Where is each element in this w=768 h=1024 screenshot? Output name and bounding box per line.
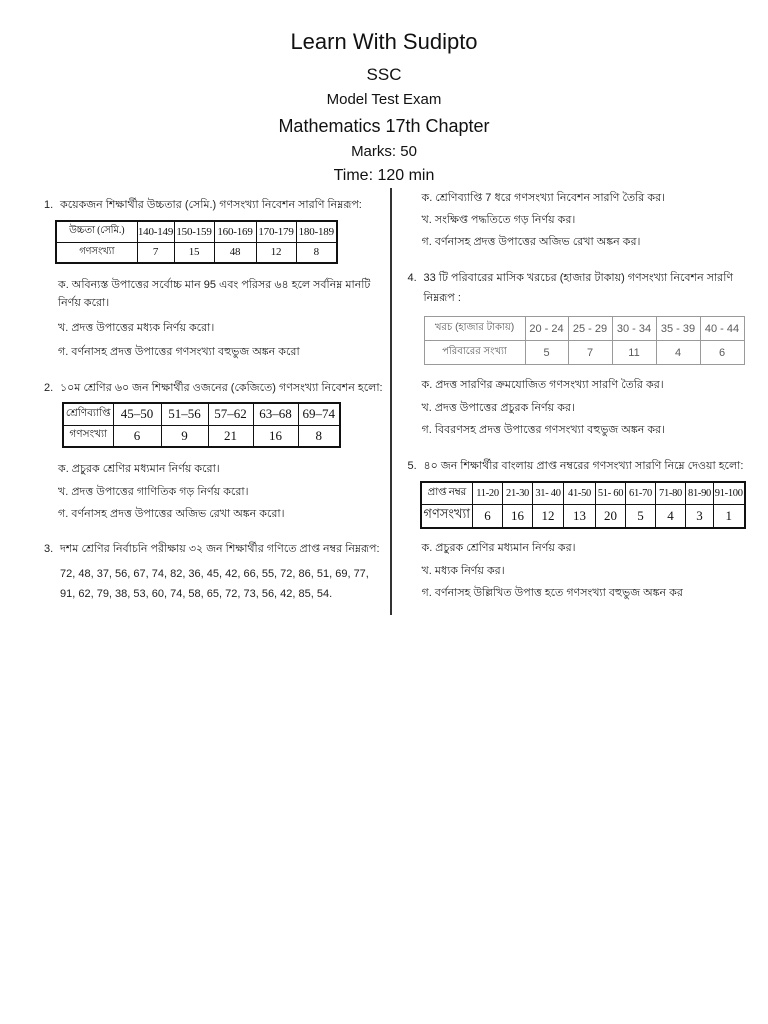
table-header-cell: 51–56: [161, 403, 208, 425]
question-number: 2.: [44, 382, 54, 394]
table-header-cell: 180-189: [296, 221, 337, 242]
table-header-cell: 57–62: [208, 403, 253, 425]
table-value-cell: 1: [714, 504, 745, 528]
table-value-cell: 4: [656, 341, 700, 365]
table-header-cell: 45–50: [113, 403, 161, 425]
question-1-stem: [40, 196, 385, 214]
table-header-cell: 63–68: [253, 403, 298, 425]
column-divider: [390, 188, 392, 615]
part-kha: খ. মধ্যক নির্ণয় কর।: [421, 565, 505, 577]
question-text: ১০ম শ্রেণির ৬০ জন শিক্ষার্থীর ওজনের (কেজিতে) গণসংখ্যা নিবেশন হলো:: [60, 382, 383, 394]
question-number: 3.: [44, 543, 54, 555]
table-value-row: [56, 242, 337, 263]
table-header-cell: 25 - 29: [568, 317, 612, 341]
table-header-cell: 20 - 24: [525, 317, 568, 341]
table-header-cell: 51- 60: [596, 482, 626, 504]
table-value-cell: 5: [525, 341, 568, 365]
question-4-stem: [404, 268, 749, 308]
part-kha: খ. সংক্ষিপ্ত পদ্ধতিতে গড় নির্ণয় কর।: [421, 214, 576, 226]
part-ka: ক. প্রচুরক শ্রেণির মধ্যমান নির্ণয় কর।: [421, 542, 576, 554]
table-header-row: [421, 482, 745, 504]
table-header-cell: 81-90: [686, 482, 714, 504]
question-5-stem: [404, 457, 749, 475]
question-text: কয়েকজন শিক্ষার্থীর উচ্চতার (সেমি.) গণসংখ্যা নিবেশন সারণি নিম্নরূপ:: [60, 199, 362, 211]
question-2-stem: [40, 379, 385, 397]
score-data-line: 91, 62, 79, 38, 53, 60, 74, 58, 65, 72, 73, 56, 42, 85, 54.: [60, 588, 333, 600]
score-data-line: 72, 48, 37, 56, 67, 74, 82, 36, 45, 42, 66, 55, 72, 86, 51, 69, 77,: [60, 568, 369, 580]
table-header-cell: 11-20: [473, 482, 503, 504]
table-value-cell: 16: [253, 425, 298, 447]
table-value-cell: 21: [208, 425, 253, 447]
table-value-row: [63, 425, 340, 447]
table-header-cell: 31- 40: [533, 482, 564, 504]
table-row-label: গণসংখ্যা: [421, 504, 473, 528]
marks-frequency-table: [420, 481, 746, 529]
table-value-cell: 7: [137, 242, 174, 263]
table-value-cell: 8: [296, 242, 337, 263]
subject-title: Mathematics 17th Chapter: [278, 116, 490, 136]
table-header-cell: 160-169: [214, 221, 256, 242]
exam-type: Model Test Exam: [326, 91, 442, 108]
table-header-row: [56, 221, 337, 242]
question-number: 4.: [407, 272, 417, 284]
table-header-cell: 41-50: [564, 482, 596, 504]
left-column: [40, 188, 385, 615]
total-marks: Marks: 50: [351, 143, 417, 160]
table-header-row: [63, 403, 340, 425]
table-header-cell: 21-30: [503, 482, 533, 504]
question-text: 33 টি পরিবারের মাসিক খরচের (হাজার টাকায়) গণসংখ্যা নিবেশন সারণি নিম্নরূপ :: [423, 272, 733, 304]
table-value-cell: 9: [161, 425, 208, 447]
table-value-cell: 7: [568, 341, 612, 365]
table-value-cell: 3: [686, 504, 714, 528]
table-header-cell: 35 - 39: [656, 317, 700, 341]
table-value-cell: 6: [473, 504, 503, 528]
table-header-cell: 61-70: [626, 482, 656, 504]
table-header-row: [424, 317, 744, 341]
part-kha: খ. প্রদত্ত উপাত্তের প্রচুরক নির্ণয় কর।: [421, 402, 575, 414]
table-header-cell: 91-100: [714, 482, 745, 504]
table-header-cell: 30 - 34: [612, 317, 656, 341]
table-value-cell: 8: [298, 425, 340, 447]
table-header-cell: 69–74: [298, 403, 340, 425]
part-ga: গ. বর্ণনাসহ প্রদত্ত উপাত্তের গণসংখ্যা বহুভুজ অঙ্কন করো: [58, 346, 300, 358]
table-row-label: শ্রেণিব্যাপ্তি: [63, 403, 113, 425]
table-value-cell: 6: [700, 341, 744, 365]
part-ga: গ. বর্ণনাসহ প্রদত্ত উপাত্তের অজিভ রেখা অঙ্কন করো।: [58, 508, 285, 520]
table-row-label: প্রাপ্ত নম্বর: [421, 482, 473, 504]
table-value-row: [424, 341, 744, 365]
right-column: [404, 188, 749, 615]
table-row-label: খরচ (হাজার টাকায়): [424, 317, 525, 341]
part-ga: গ. বর্ণনাসহ প্রদত্ত উপাত্তের অজিভ রেখা অঙ্কন কর।: [421, 236, 641, 248]
table-header-cell: 170-179: [256, 221, 296, 242]
part-ka: ক. প্রচুরক শ্রেণির মধ্যমান নির্ণয় করো।: [58, 463, 220, 475]
table-value-cell: 5: [626, 504, 656, 528]
table-row-label: গণসংখ্যা: [63, 425, 113, 447]
table-value-cell: 13: [564, 504, 596, 528]
table-value-cell: 6: [113, 425, 161, 447]
question-number: 5.: [407, 460, 417, 472]
question-columns: [40, 188, 750, 615]
time-limit: Time: 120 min: [333, 167, 435, 184]
part-kha: খ. প্রদত্ত উপাত্তের মধ্যক নির্ণয় করো।: [58, 322, 215, 334]
question-text: দশম শ্রেণির নির্বাচনি পরীক্ষায় ৩২ জন শিক্ষার্থীর গণিতে প্রাপ্ত নম্বর নিম্নরূপ:: [60, 543, 380, 555]
part-kha: খ. প্রদত্ত উপাত্তের গাণিতিক গড় নির্ণয় করো।: [58, 486, 249, 498]
table-value-cell: 11: [612, 341, 656, 365]
question-3-stem: [40, 540, 385, 558]
question-text: ৪০ জন শিক্ষার্থীর বাংলায় প্রাপ্ত নম্বরের গণসংখ্যা সারণি নিম্নে দেওয়া হলো:: [423, 460, 744, 472]
part-ka: ক. শ্রেণিব্যাপ্তি 7 ধরে গণসংখ্যা নিবেশন সারণি তৈরি কর।: [421, 192, 666, 204]
table-header-cell: 140-149: [137, 221, 174, 242]
table-value-cell: 12: [256, 242, 296, 263]
table-value-cell: 48: [214, 242, 256, 263]
table-header-cell: 150-159: [174, 221, 214, 242]
part-ga: গ. বিবরণসহ প্রদত্ত উপাত্তের গণসংখ্যা বহুভুজ অঙ্কন কর।: [421, 424, 666, 436]
exam-level: SSC: [366, 65, 402, 84]
site-title: Learn With Sudipto: [290, 29, 478, 54]
table-row-label: উচ্চতা (সেমি.): [56, 221, 137, 242]
table-header-cell: 71-80: [656, 482, 686, 504]
height-frequency-table: [55, 220, 338, 264]
table-row-label: গণসংখ্যা: [56, 242, 137, 263]
expense-frequency-table: [424, 316, 745, 365]
part-ka: ক. প্রদত্ত সারণির ক্রমযোজিত গণসংখ্যা সারণি তৈরি কর।: [421, 379, 664, 391]
weight-frequency-table: [62, 402, 341, 448]
table-value-cell: 20: [596, 504, 626, 528]
table-row-label: পরিবারের সংখ্যা: [424, 341, 525, 365]
table-value-cell: 12: [533, 504, 564, 528]
question-number: 1.: [44, 199, 54, 211]
table-header-cell: 40 - 44: [700, 317, 744, 341]
table-value-cell: 4: [656, 504, 686, 528]
table-value-row: [421, 504, 745, 528]
part-ka: ক. অবিন্যস্ত উপাত্তের সর্বোচ্চ মান 95 এবং পরিসর ৬৪ হলে সর্বনিম্ন মানটি নির্ণয় করো।: [58, 279, 371, 309]
table-value-cell: 16: [503, 504, 533, 528]
table-value-cell: 15: [174, 242, 214, 263]
part-ga: গ. বর্ণনাসহ উল্লিখিত উপাত্ত হতে গণসংখ্যা বহুভুজ অঙ্কন কর: [421, 587, 683, 599]
